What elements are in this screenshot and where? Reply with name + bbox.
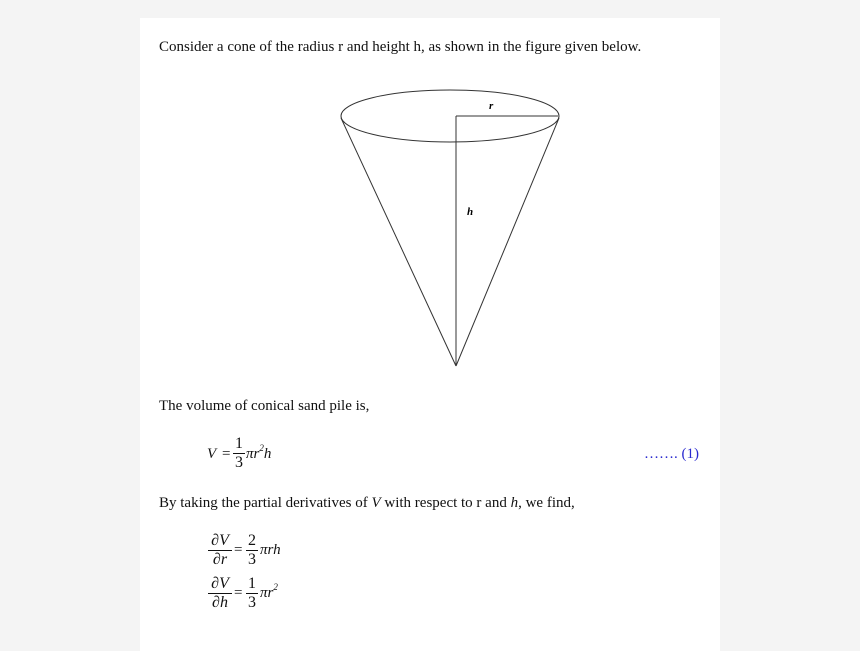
- intro-paragraph: Consider a cone of the radius r and height h, as shown in the figure given below.: [159, 39, 642, 55]
- cone-right-edge: [456, 118, 559, 366]
- eq1-lhs: V: [207, 446, 217, 462]
- eq1-pi: π: [246, 446, 254, 462]
- eq2-denominator: 3: [248, 551, 256, 568]
- eq3-equals: =: [234, 585, 243, 601]
- eq1-h: h: [263, 446, 272, 462]
- eq1-equals: =: [222, 446, 231, 462]
- radius-label: r: [489, 100, 494, 112]
- cone-figure: [330, 80, 570, 375]
- eq2-lhs-numerator: ∂V: [211, 532, 229, 549]
- eq2-lhs-denominator: ∂r: [212, 551, 228, 568]
- eq3-lhs-denominator: ∂h: [212, 594, 228, 611]
- eq3-lhs-fraction: [208, 576, 232, 611]
- eq1-fraction: [233, 436, 245, 471]
- eq3-exponent: 2: [273, 582, 278, 592]
- volume-intro-paragraph: The volume of conical sand pile is,: [159, 398, 370, 414]
- eq1-denominator: 3: [235, 454, 243, 471]
- height-label: h: [467, 206, 474, 218]
- eq2-lhs-fraction: [208, 533, 232, 568]
- eq1-exponent: 2: [259, 443, 264, 453]
- eq2-rhs: πrh: [260, 542, 281, 558]
- derivative-intro-paragraph: By taking the partial derivatives of V with respect to r and h, we find,: [159, 495, 575, 511]
- eq1-rhs: [246, 443, 272, 463]
- eq2-numerator: 2: [248, 532, 256, 549]
- eq3-denominator: 3: [248, 594, 256, 611]
- eq1-r: r: [253, 446, 260, 462]
- eq3-numerator: 1: [248, 575, 256, 592]
- eq2-equals: =: [234, 542, 243, 558]
- eq3-lhs-numerator: ∂V: [211, 575, 229, 592]
- cone-left-edge: [341, 118, 456, 366]
- eq3-fraction: [246, 576, 258, 611]
- eq3-rhs: $\pi r^2$: [260, 582, 278, 601]
- eq1-numerator: 1: [235, 435, 243, 452]
- equation-number: ……. (1): [644, 446, 699, 462]
- eq2-fraction: [246, 533, 258, 568]
